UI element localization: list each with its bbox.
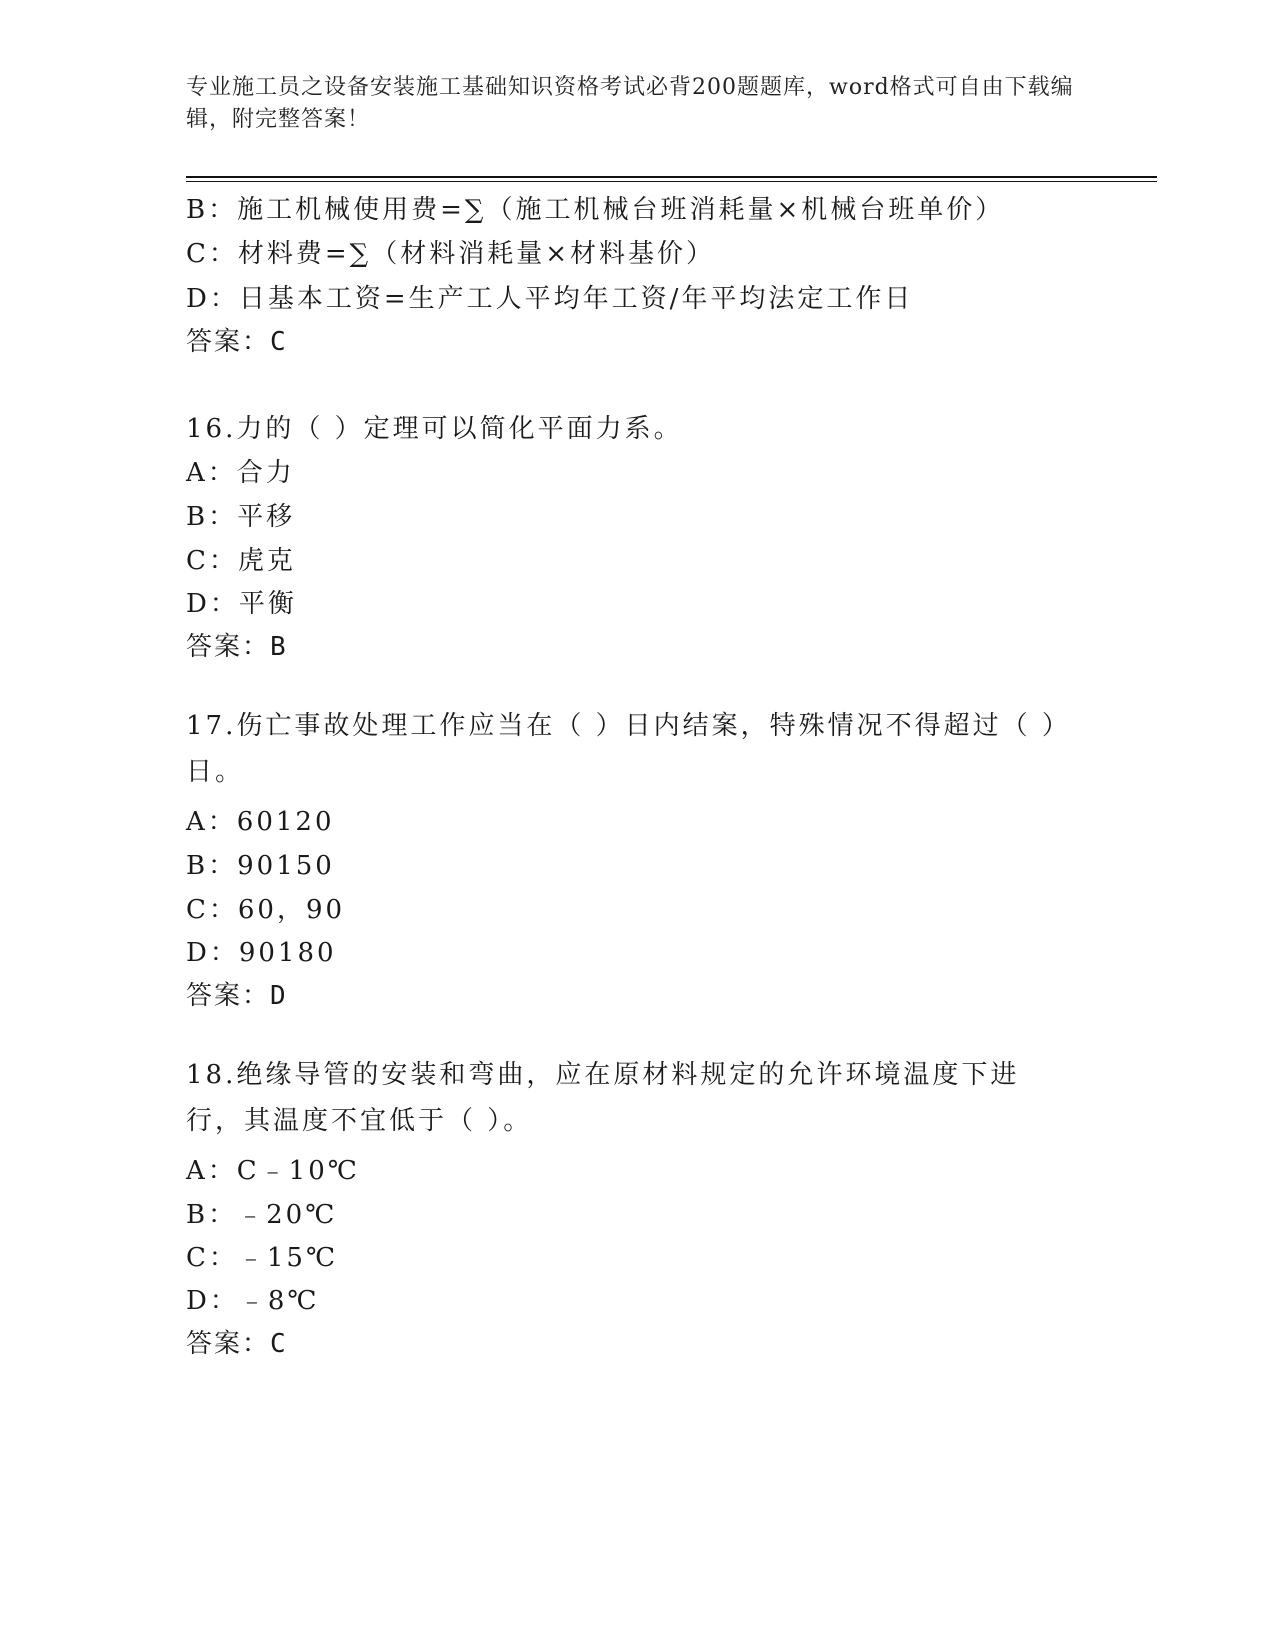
question-17-option-d: D：90180 [186,938,337,968]
question-16-option-c: C：虎克 [186,546,296,576]
question-18-answer: 答案：C [186,1329,288,1359]
document-header: 专业施工员之设备安装施工基础知识资格考试必背200题题库，word格式可自由下载编辑，附完整答案！ [186,75,1074,132]
header-divider [186,176,1157,178]
question-18-option-b: B：﹣20℃ [186,1200,338,1230]
question-17-option-a: A：60120 [186,807,335,837]
prev-answer: 答案：C [186,327,288,357]
prev-option-b: B：施工机械使用费=∑（施工机械台班消耗量×机械台班单价） [186,195,1005,225]
question-16-option-b: B：平移 [186,502,296,532]
question-18-stem: 18.绝缘导管的安装和弯曲，应在原材料规定的允许环境温度下进行，其温度不宜低于（ ）。 [186,1060,1020,1136]
question-16-option-a: A：合力 [186,458,295,488]
question-16-answer: 答案：B [186,632,288,662]
question-17-option-b: B：90150 [186,851,335,881]
question-16-stem: 16.力的（ ）定理可以简化平面力系。 [186,414,683,444]
question-17-option-c: C：60，90 [186,895,346,925]
prev-option-d: D：日基本工资=生产工人平均年工资/年平均法定工作日 [186,284,914,314]
header-divider-thin [186,181,1157,182]
question-16-option-d: D：平衡 [186,589,297,619]
question-17-answer: 答案：D [186,981,288,1011]
question-18-option-a: A：C﹣10℃ [186,1156,360,1186]
question-18-option-c: C：﹣15℃ [186,1243,339,1273]
question-18-option-d: D：﹣8℃ [186,1286,320,1316]
question-17-stem: 17.伤亡事故处理工作应当在（ ）日内结案，特殊情况不得超过（ ）日。 [186,711,1058,787]
prev-option-c: C：材料费=∑（材料消耗量×材料基价） [186,239,716,269]
